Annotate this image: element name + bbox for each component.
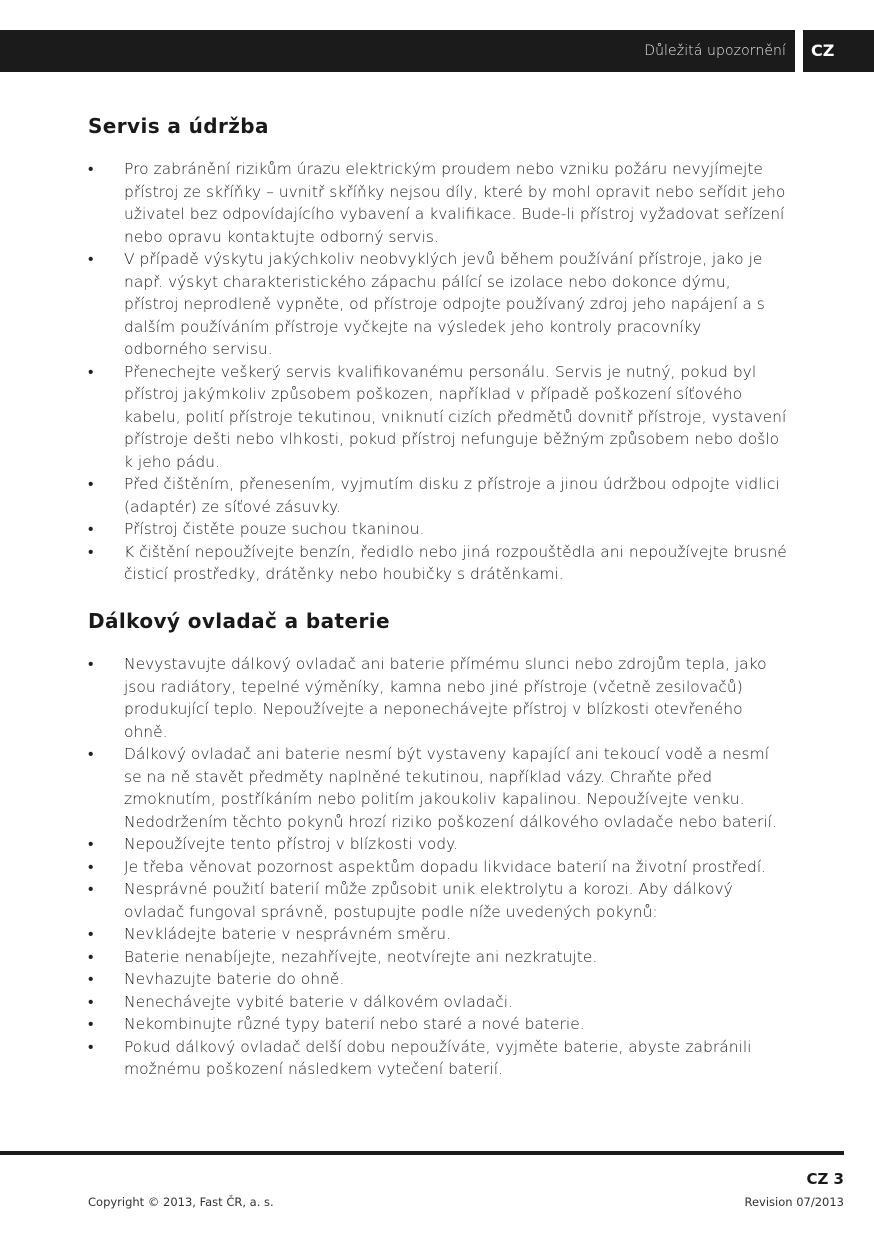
list-item [88,923,788,946]
bullet-icon: • [88,835,94,853]
bullet-icon: • [88,475,94,493]
bullet-icon: • [88,925,94,943]
remote-bullet-list [88,653,788,1081]
bullet-icon: • [88,857,94,876]
bullet-icon: • [88,970,94,988]
bullet-icon: • [88,362,94,381]
list-item-text: Nevystavujte dálkový ovladač ani baterie přímému slunci nebo zdrojům tepla, jako jsou radiátory, tepelné výměníky, kamna nebo jiné přístroje (včetně zesilovačů) produkující teplo. Nepoužívejte a neponechávejte přístroj v blízkosti otevřeného ohně. [124,655,767,741]
list-item-text: Nenechávejte vybité baterie v dálkovém ovladači. [124,992,513,1011]
bullet-icon: • [88,160,94,178]
bullet-icon: • [88,745,94,763]
list-item-text: Pokud dálkový ovladač delší dobu nepoužíváte, vyjměte baterie, abyste zabránili možnému poškození následkem vytečení baterií. [124,1037,752,1078]
header-divider [795,30,803,72]
header-title: Důležitá upozornění [644,43,786,59]
list-item [88,518,788,541]
list-item [88,743,788,833]
list-item-text: Pro zabránění rizikům úrazu elektrickým proudem nebo vzniku požáru nevyjímejte přístroj ze skříňky – uvnitř skříňky nejsou díly, které by mohl opravit nebo seřídit jeho uživatel bez odpovídajícího vybavení a kvalifikace. Bude-li přístroj vyžadovat seřízení nebo opravu kontaktujte odborný servis. [124,160,786,246]
list-item [88,946,788,969]
bullet-icon: • [88,992,94,1011]
revision-text: Revision 07/2013 [744,1195,844,1209]
list-item [88,856,788,879]
list-item [88,1036,788,1081]
list-item-text: Je třeba věnovat pozornost aspektům dopadu likvidace baterií na životní prostředí. [124,857,767,876]
list-item [88,248,788,361]
list-item [88,361,788,474]
service-bullet-list [88,158,788,586]
list-item [88,653,788,743]
list-item-text: Přenechejte veškerý servis kvalifikovanému personálu. Servis je nutný, pokud byl přístroj jakýmkoliv způsobem poškozen, například v případě poškození síťového kabelu, polití přístroje tekutinou, vniknutí cizích předmětů dovnitř přístroje, vystavení přístroje dešti nebo vlhkosti, pokud přístroj nefunguje běžným způsobem nebo došlo k jeho pádu. [124,362,787,471]
bullet-icon: • [88,250,94,268]
page-number: CZ 3 [806,1170,844,1188]
bullet-icon: • [88,542,94,561]
list-item [88,473,788,518]
section-title-remote: Dálkový ovladač a baterie [88,609,390,633]
bullet-icon: • [88,1037,94,1056]
list-item [88,991,788,1014]
list-item-text: K čištění nepoužívejte benzín, ředidlo nebo jiná rozpouštědla ani nepoužívejte brusné čisticí prostředky, drátěnky nebo houbičky s drátěnkami. [124,542,787,583]
copyright-text: Copyright © 2013, Fast ČR, a. s. [88,1195,274,1209]
list-item [88,541,788,586]
list-item-text: V případě výskytu jakýchkoliv neobvyklých jevů během používání přístroje, jako je např. výskyt charakteristického zápachu pálící se izolace nebo dokonce dýmu, přístroj neprodleně vypněte, od přístroje odpojte používaný zdroj jeho napájení a s dalším používáním přístroje vyčkejte na výsledek jeho kontroly pracovníky odborného servisu. [124,250,765,358]
list-item [88,968,788,991]
bullet-icon: • [88,880,94,898]
language-badge: CZ [811,41,835,60]
list-item-text: Nesprávné použití baterií může způsobit unik elektrolytu a korozi. Aby dálkový ovladač fungoval správně, postupujte podle níže uvedených pokynů: [124,880,733,921]
section-title-service: Servis a údržba [88,114,269,138]
list-item [88,833,788,856]
bullet-icon: • [88,520,94,538]
list-item-text: Dálkový ovladač ani baterie nesmí být vystaveny kapající ani tekoucí vodě a nesmí se na ně stavět předměty naplněné tekutinou, například vázy. Chraňte před zmoknutím, postříkáním nebo politím jakoukoliv kapalinou. Nepoužívejte venku. Nedodržením těchto pokynů hrozí riziko poškození dálkového ovladače nebo baterií. [124,745,777,831]
list-item-text: Nekombinujte různé typy baterií nebo staré a nové baterie. [124,1015,585,1033]
list-item-text: Před čištěním, přenesením, vyjmutím disku z přístroje a jinou údržbou odpojte vidlici (adaptér) ze síťové zásuvky. [124,475,780,516]
list-item [88,878,788,923]
list-item [88,158,788,248]
bullet-icon: • [88,947,94,966]
list-item-text: Baterie nenabíjejte, nezahřívejte, neotvírejte ani nezkratujte. [124,947,598,966]
footer-divider [0,1151,844,1155]
list-item [88,1013,788,1036]
bullet-icon: • [88,1015,94,1033]
list-item-text: Nepoužívejte tento přístroj v blízkosti vody. [124,835,458,853]
list-item-text: Nevhazujte baterie do ohně. [124,970,345,988]
bullet-icon: • [88,655,94,673]
list-item-text: Přístroj čistěte pouze suchou tkaninou. [124,520,425,538]
list-item-text: Nevkládejte baterie v nesprávném směru. [124,925,452,943]
